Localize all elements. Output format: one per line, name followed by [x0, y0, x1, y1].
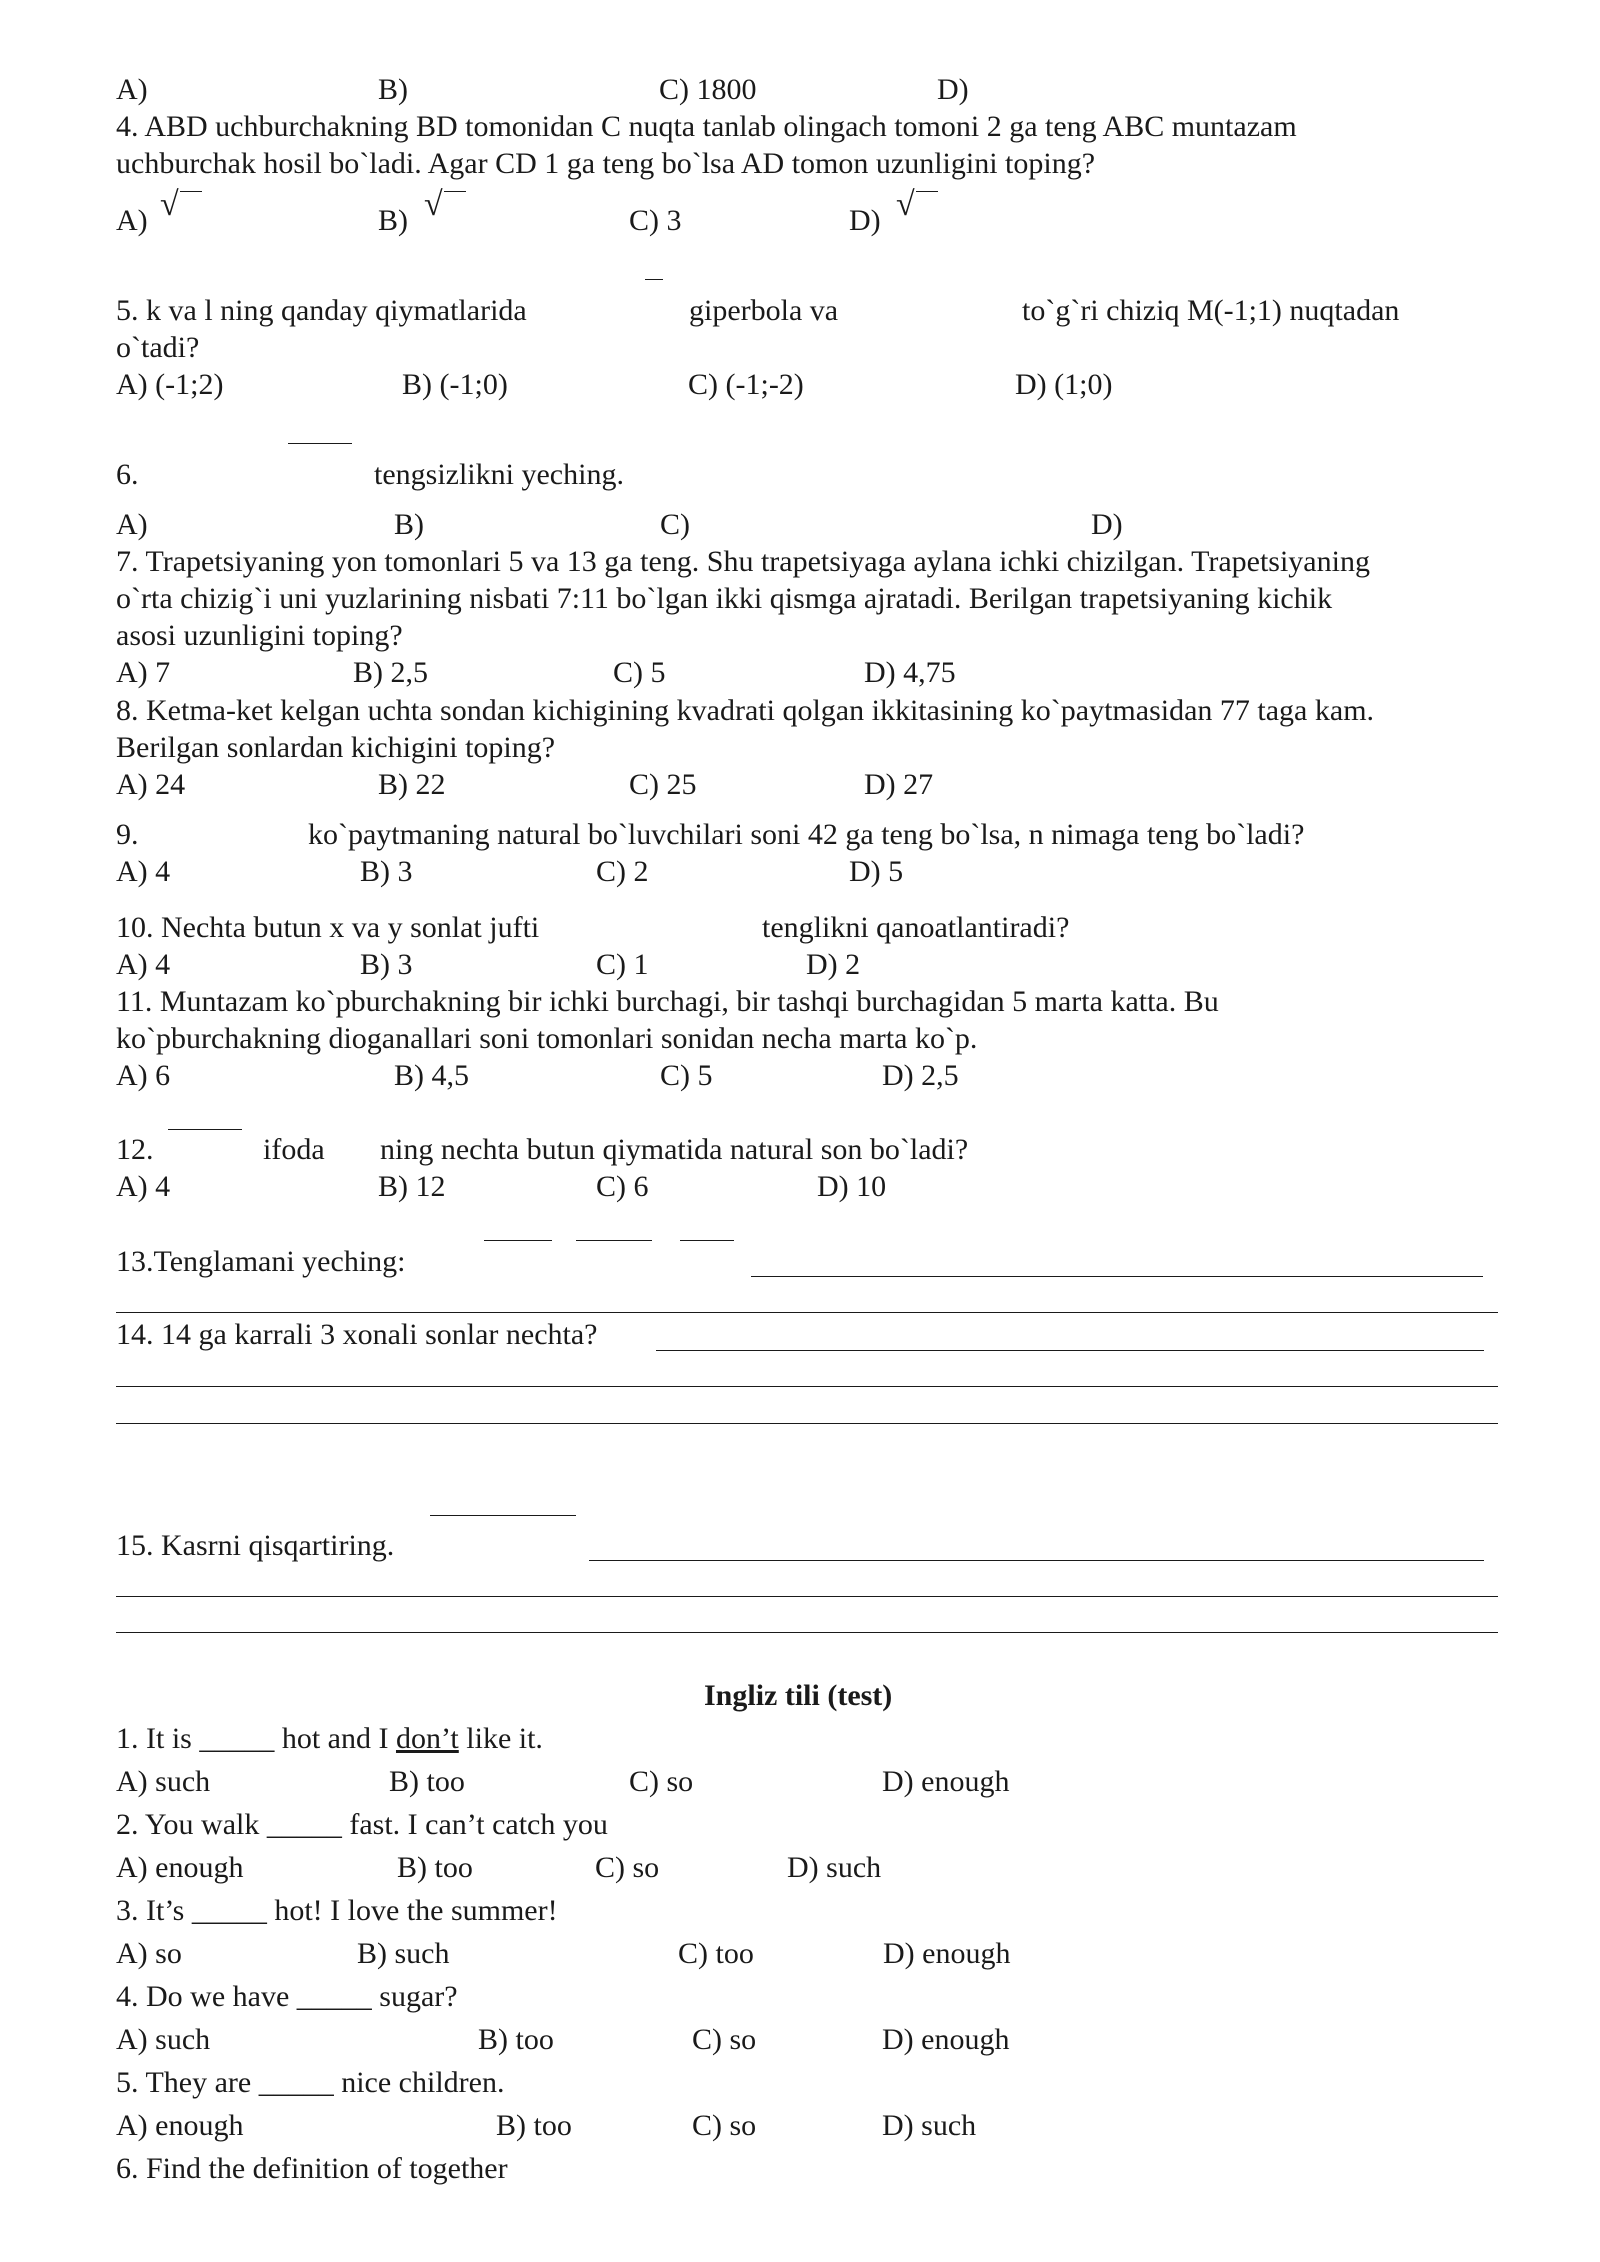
q10-text-end: tenglikni qanoatlantiradi?	[762, 911, 1070, 944]
q13-answer-line	[751, 1276, 1483, 1277]
q4-sqrt-d: √	[896, 186, 915, 223]
q12-number: 12.	[116, 1133, 154, 1166]
fraction-bar	[680, 1240, 734, 1241]
q3-option-a: A)	[116, 73, 148, 106]
q9-number: 9.	[116, 818, 139, 851]
sqrt-bar	[180, 191, 202, 192]
q5-text-line2: o`tadi?	[116, 331, 200, 364]
q10-text: 10. Nechta butun x va y sonlat jufti	[116, 911, 540, 944]
fraction-bar	[288, 443, 352, 444]
q11-option-d: D) 2,5	[882, 1059, 959, 1092]
eng-q5-option-c: C) so	[692, 2109, 757, 2142]
q15-text: 15. Kasrni qisqartiring.	[116, 1529, 395, 1562]
eng-q3-option-a: A) so	[116, 1937, 182, 1970]
q12-option-c: C) 6	[596, 1170, 649, 1203]
eng-q3-option-b: B) such	[357, 1937, 450, 1970]
q3-option-b: B)	[378, 73, 408, 106]
sqrt-bar	[444, 191, 466, 192]
q12-text-mid: ifoda	[263, 1133, 325, 1166]
q6-number: 6.	[116, 458, 139, 491]
eng-q5-option-a: A) enough	[116, 2109, 244, 2142]
sqrt-bar	[916, 191, 938, 192]
q12-option-d: D) 10	[817, 1170, 887, 1203]
q6-option-c: C)	[660, 508, 690, 541]
fraction-bar	[576, 1240, 652, 1241]
q7-option-a: A) 7	[116, 656, 171, 689]
eng-q4-option-c: C) so	[692, 2023, 757, 2056]
q15-answer-line-3	[116, 1632, 1498, 1633]
q14-answer-line	[656, 1350, 1484, 1351]
eng-q3-text: 3. It’s _____ hot! I love the summer!	[116, 1894, 558, 1927]
q13-text: 13.Tenglamani yeching:	[116, 1245, 406, 1278]
q14-text: 14. 14 ga karrali 3 xonali sonlar nechta?	[116, 1318, 598, 1351]
q9-option-b: B) 3	[360, 855, 413, 888]
eng-q2-option-c: C) so	[595, 1851, 660, 1884]
eng-q1-underlined-word: don’t	[395, 1722, 459, 1755]
q12-text: ning nechta butun qiymatida natural son bo`ladi?	[380, 1133, 969, 1166]
eng-q1-option-a: A) such	[116, 1765, 211, 1798]
q11-text-line2: ko`pburchakning dioganallari soni tomonlari sonidan necha marta ko`p.	[116, 1022, 978, 1055]
q9-option-a: A) 4	[116, 855, 171, 888]
q10-option-b: B) 3	[360, 948, 413, 981]
q7-option-d: D) 4,75	[864, 656, 956, 689]
eng-q4-option-a: A) such	[116, 2023, 211, 2056]
q9-option-c: C) 2	[596, 855, 649, 888]
section-title: Ingliz tili (test)	[704, 1679, 893, 1712]
eng-q5-text: 5. They are _____ nice children.	[116, 2066, 505, 2099]
q6-option-d: D)	[1091, 508, 1123, 541]
q5-text: 5. k va l ning qanday qiymatlarida	[116, 294, 527, 327]
fraction-bar	[430, 1515, 576, 1516]
eng-q1-option-d: D) enough	[882, 1765, 1010, 1798]
q8-text-line2: Berilgan sonlardan kichigini toping?	[116, 731, 556, 764]
q6-option-b: B)	[394, 508, 424, 541]
eng-q2-option-b: B) too	[397, 1851, 473, 1884]
eng-q4-option-d: D) enough	[882, 2023, 1010, 2056]
q13-answer-line-2	[116, 1312, 1498, 1313]
q5-option-c: C) (-1;-2)	[688, 368, 804, 401]
eng-q3-option-c: C) too	[678, 1937, 754, 1970]
eng-q4-text: 4. Do we have _____ sugar?	[116, 1980, 458, 2013]
eng-q1-text-pre: 1. It is _____ hot and I	[116, 1722, 396, 1755]
q15-answer-line-2	[116, 1596, 1498, 1597]
q5-option-d: D) (1;0)	[1015, 368, 1113, 401]
eng-q6-text: 6. Find the definition of together	[116, 2152, 508, 2185]
q4-option-a: A)	[116, 204, 148, 237]
eng-q1-text	[116, 1722, 543, 1756]
q8-option-d: D) 27	[864, 768, 934, 801]
q5-text-end: to`g`ri chiziq M(-1;1) nuqtadan	[1022, 294, 1400, 327]
q12-option-b: B) 12	[378, 1170, 446, 1203]
eng-q1-option-c: C) so	[629, 1765, 694, 1798]
q6-option-a: A)	[116, 508, 148, 541]
q10-option-d: D) 2	[806, 948, 861, 981]
q3-option-c: C) 1800	[659, 73, 757, 106]
q12-option-a: A) 4	[116, 1170, 171, 1203]
q7-option-b: B) 2,5	[353, 656, 428, 689]
eng-q2-option-a: A) enough	[116, 1851, 244, 1884]
q5-text-mid: giperbola va	[689, 294, 839, 327]
eng-q5-option-b: B) too	[496, 2109, 572, 2142]
eng-q3-option-d: D) enough	[883, 1937, 1011, 1970]
q8-option-c: C) 25	[629, 768, 697, 801]
q11-option-c: C) 5	[660, 1059, 713, 1092]
eng-q2-text: 2. You walk _____ fast. I can’t catch you	[116, 1808, 608, 1841]
q3-option-d: D)	[937, 73, 969, 106]
q4-option-d: D)	[849, 204, 881, 237]
q4-text-line2: uchburchak hosil bo`ladi. Agar CD 1 ga teng bo`lsa AD tomon uzunligini toping?	[116, 147, 1096, 180]
q8-text-line1: 8. Ketma-ket kelgan uchta sondan kichigining kvadrati qolgan ikkitasining ko`paytmasidan 77 taga kam.	[116, 694, 1375, 727]
q7-text-line2: o`rta chizig`i uni yuzlarining nisbati 7:11 bo`lgan ikki qismga ajratadi. Berilgan trapetsiyaning kichik	[116, 582, 1333, 615]
q4-option-c: C) 3	[629, 204, 682, 237]
q11-text-line1: 11. Muntazam ko`pburchakning bir ichki burchagi, bir tashqi burchagidan 5 marta katta. Bu	[116, 985, 1219, 1018]
eng-q2-option-d: D) such	[787, 1851, 882, 1884]
q8-option-a: A) 24	[116, 768, 186, 801]
q9-text: ko`paytmaning natural bo`luvchilari soni 42 ga teng bo`lsa, n nimaga teng bo`ladi?	[308, 818, 1305, 851]
q10-option-c: C) 1	[596, 948, 649, 981]
fraction-bar	[484, 1240, 552, 1241]
q9-option-d: D) 5	[849, 855, 904, 888]
q6-text: tengsizlikni yeching.	[374, 458, 624, 491]
q7-text-line1: 7. Trapetsiyaning yon tomonlari 5 va 13 ga teng. Shu trapetsiyaga aylana ichki chizilgan. Trapetsiyaning	[116, 545, 1370, 578]
fraction-bar	[168, 1129, 242, 1130]
q7-text-line3: asosi uzunligini toping?	[116, 619, 403, 652]
q4-option-b: B)	[378, 204, 408, 237]
q14-answer-line-2	[116, 1386, 1498, 1387]
q11-option-a: A) 6	[116, 1059, 171, 1092]
q4-sqrt-a: √	[160, 186, 179, 223]
q15-answer-line	[589, 1560, 1484, 1561]
eng-q1-text-post: like it.	[458, 1722, 543, 1755]
q4-text-line1: 4. ABD uchburchakning BD tomonidan C nuqta tanlab olingach tomoni 2 ga teng ABC muntazam	[116, 110, 1297, 143]
q5-option-b: B) (-1;0)	[402, 368, 508, 401]
q14-answer-line-3	[116, 1423, 1498, 1424]
q7-option-c: C) 5	[613, 656, 666, 689]
eng-q5-option-d: D) such	[882, 2109, 977, 2142]
eng-q1-option-b: B) too	[389, 1765, 465, 1798]
q4-sqrt-b: √	[424, 186, 443, 223]
q11-option-b: B) 4,5	[394, 1059, 469, 1092]
fraction-bar	[645, 279, 663, 280]
q10-option-a: A) 4	[116, 948, 171, 981]
eng-q4-option-b: B) too	[478, 2023, 554, 2056]
q8-option-b: B) 22	[378, 768, 446, 801]
q5-option-a: A) (-1;2)	[116, 368, 224, 401]
